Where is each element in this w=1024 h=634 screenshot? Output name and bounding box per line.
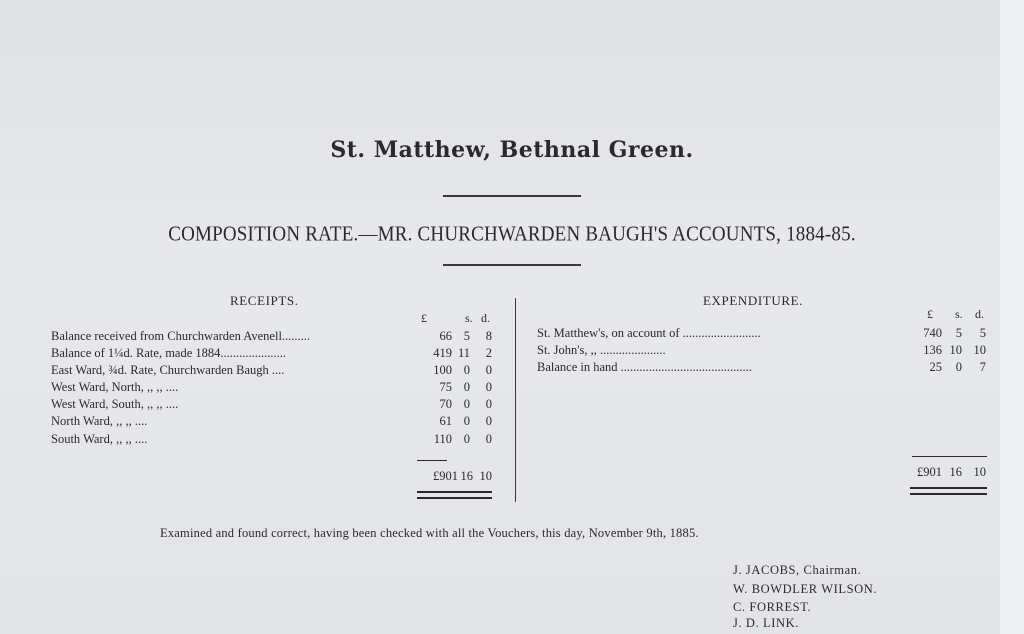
receipts-col-pence: d. bbox=[481, 311, 490, 325]
receipts-double-rule-1 bbox=[417, 491, 492, 493]
column-divider bbox=[515, 298, 516, 502]
receipts-row-pounds: 70 bbox=[439, 397, 452, 411]
signature-line: W. BOWDLER WILSON. bbox=[733, 582, 878, 596]
receipts-row-pounds: 100 bbox=[433, 363, 452, 377]
subtitle-rule bbox=[443, 264, 581, 266]
expenditure-col-shillings: s. bbox=[955, 307, 963, 321]
receipts-sum-rule bbox=[417, 460, 447, 461]
expenditure-col-pounds: £ bbox=[927, 307, 933, 321]
receipts-col-shillings: s. bbox=[465, 311, 473, 325]
receipts-row-pence: 0 bbox=[485, 380, 492, 394]
receipts-row-pence: 0 bbox=[485, 432, 492, 446]
examined-statement: Examined and found correct, having been checked with all the Vouchers, this day, November 9th, 1885. bbox=[160, 526, 699, 540]
receipts-total-pence: 10 bbox=[479, 469, 492, 483]
expenditure-double-rule-2 bbox=[910, 493, 987, 495]
receipts-row-label: Balance received from Churchwarden Avenell......... bbox=[51, 329, 311, 343]
signature-line: J. JACOBS, Chairman. bbox=[733, 563, 862, 577]
receipts-total-pounds: £901 bbox=[433, 469, 458, 483]
expenditure-sum-rule bbox=[912, 456, 987, 457]
expenditure-row-pence: 7 bbox=[979, 360, 986, 374]
receipts-row-pounds: 61 bbox=[439, 414, 452, 428]
expenditure-row-pence: 10 bbox=[973, 343, 986, 357]
receipts-row-pence: 0 bbox=[485, 414, 492, 428]
receipts-double-rule-2 bbox=[417, 497, 492, 499]
expenditure-row-pounds: 740 bbox=[923, 326, 942, 340]
expenditure-row-label: St. John's, ,, ..................... bbox=[537, 343, 666, 357]
expenditure-total-pence: 10 bbox=[973, 465, 986, 479]
title-rule bbox=[443, 195, 581, 197]
receipts-heading: RECEIPTS. bbox=[230, 293, 299, 308]
receipts-row-shillings: 0 bbox=[463, 432, 470, 446]
expenditure-double-rule-1 bbox=[910, 487, 987, 489]
expenditure-heading: EXPENDITURE. bbox=[703, 293, 803, 308]
document-title: St. Matthew, Bethnal Green. bbox=[330, 137, 694, 163]
receipts-row-shillings: 0 bbox=[463, 363, 470, 377]
receipts-row-pence: 8 bbox=[485, 329, 492, 343]
document-subtitle: COMPOSITION RATE.—MR. CHURCHWARDEN BAUGH'S ACCOUNTS, 1884-85. bbox=[168, 222, 856, 246]
receipts-row-shillings: 11 bbox=[457, 346, 470, 360]
expenditure-total-shillings: 16 bbox=[949, 465, 962, 479]
receipts-row-label: North Ward, ,, ,, .... bbox=[51, 414, 148, 428]
expenditure-row-pounds: 136 bbox=[923, 343, 942, 357]
expenditure-row-label: Balance in hand .......................................... bbox=[537, 360, 752, 374]
receipts-row-shillings: 0 bbox=[463, 380, 470, 394]
expenditure-col-pence: d. bbox=[975, 307, 984, 321]
receipts-row-label: West Ward, North, ,, ,, .... bbox=[51, 380, 179, 394]
receipts-row-pence: 2 bbox=[485, 346, 492, 360]
expenditure-row-label: St. Matthew's, on account of ......................... bbox=[537, 326, 761, 340]
receipts-row-pence: 0 bbox=[485, 397, 492, 411]
receipts-row-label: West Ward, South, ,, ,, .... bbox=[51, 397, 179, 411]
receipts-row-label: East Ward, ¾d. Rate, Churchwarden Baugh .... bbox=[51, 363, 285, 377]
expenditure-row-pounds: 25 bbox=[929, 360, 942, 374]
receipts-row-pounds: 75 bbox=[439, 380, 452, 394]
receipts-row-pounds: 66 bbox=[439, 329, 452, 343]
expenditure-row-shillings: 5 bbox=[955, 326, 962, 340]
receipts-row-label: Balance of 1¼d. Rate, made 1884..................... bbox=[51, 346, 287, 360]
receipts-row-pence: 0 bbox=[485, 363, 492, 377]
signature-line: J. D. LINK. bbox=[733, 616, 799, 630]
receipts-row-shillings: 0 bbox=[463, 414, 470, 428]
page-edge bbox=[1000, 0, 1024, 634]
receipts-col-pounds: £ bbox=[421, 311, 427, 325]
receipts-row-label: South Ward, ,, ,, .... bbox=[51, 432, 148, 446]
receipts-total-shillings: 16 bbox=[460, 469, 473, 483]
expenditure-total-pounds: £901 bbox=[917, 465, 942, 479]
receipts-row-shillings: 0 bbox=[463, 397, 470, 411]
expenditure-row-pence: 5 bbox=[979, 326, 986, 340]
expenditure-row-shillings: 0 bbox=[955, 360, 962, 374]
receipts-row-shillings: 5 bbox=[463, 329, 470, 343]
receipts-row-pounds: 419 bbox=[433, 346, 452, 360]
signature-line: C. FORREST. bbox=[733, 600, 812, 614]
receipts-row-pounds: 110 bbox=[433, 432, 452, 446]
expenditure-row-shillings: 10 bbox=[949, 343, 962, 357]
